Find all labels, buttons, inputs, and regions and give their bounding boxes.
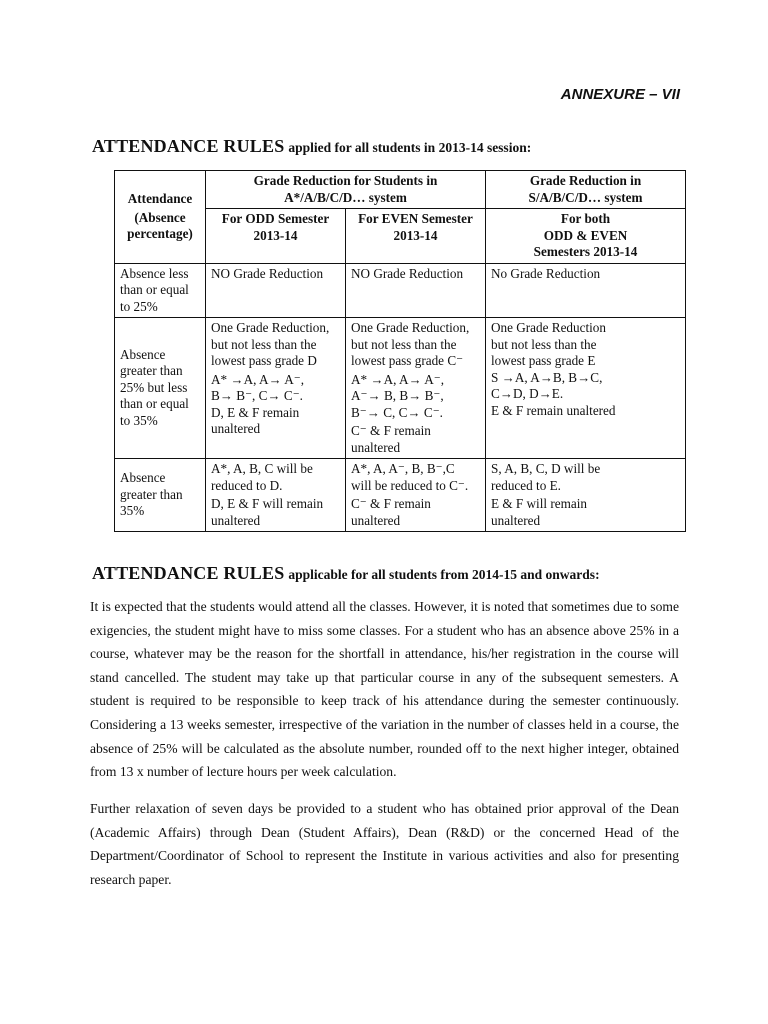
header-line: S/A/B/C/D… system [528,189,643,205]
cell-line: E & F will remain [491,496,587,511]
cell-line: C⁻ & F remain [351,423,431,438]
cell-attendance [115,263,206,318]
header-line: 2013-14 [393,227,438,243]
cell-line: D, E & F will remain [211,496,324,511]
cell-line: will be reduced to C⁻. [351,477,469,493]
header-line: For ODD Semester [221,211,330,226]
cell-line: unaltered [211,421,261,436]
cell-line: C→D, D→E. [491,386,564,401]
cell-line: Absence [120,470,166,486]
cell-line: lowest pass grade E [491,353,596,368]
cell-even [346,263,486,318]
header-group-s-system [486,171,686,209]
cell-line: 35% [120,503,145,519]
header-line: A*/A/B/C/D… system [284,189,407,205]
header-even-semester [346,209,486,264]
cell-attendance [115,318,206,459]
cell-line: reduced to E. [491,477,561,493]
cell-line: than or equal [120,396,189,412]
cell-line: unaltered [351,512,401,528]
cell-line: greater than [120,363,183,379]
cell-line: No Grade Reduction [491,265,601,281]
cell-both [486,459,686,532]
cell-line: to 35% [120,412,158,428]
cell-line: B→ B⁻, C→ C⁻. [211,388,303,403]
cell-odd [206,459,346,532]
header-line: For EVEN Semester [358,211,473,226]
cell-line: Absence [120,346,166,362]
cell-line: S, A, B, C, D will be [491,461,601,476]
header-line: 2013-14 [253,227,298,243]
cell-even [346,318,486,459]
cell-line: E & F remain unaltered [491,402,616,418]
section-subtitle: applied for all students in 2013-14 session: [288,140,532,155]
cell-odd [206,318,346,459]
cell-line: A*, A, A⁻, B, B⁻,C [351,461,455,476]
cell-attendance [115,459,206,532]
cell-line: NO Grade Reduction [211,265,324,281]
section-heading-2014-15 [92,563,600,584]
table-header-row [115,171,686,209]
cell-both [486,318,686,459]
section-title: ATTENDANCE RULES [92,563,285,583]
annexure-label: ANNEXURE – VII [560,86,680,103]
cell-line: One Grade Reduction, [211,320,330,335]
header-line: (Absence [134,209,186,225]
cell-line: than or equal [120,282,189,297]
cell-line: but not less than the [211,336,317,352]
cell-line: S →A, A→B, B→C, [491,369,603,385]
cell-line: C⁻ & F remain [351,496,431,511]
header-both-semesters [486,209,686,264]
cell-line: unaltered [351,439,401,455]
cell-line: but not less than the [351,336,457,352]
cell-line: A* →A, A→ A⁻, [211,371,305,387]
cell-even [346,459,486,532]
cell-line: reduced to D. [211,477,283,493]
section-title: ATTENDANCE RULES [92,136,285,156]
cell-line: Absence less [120,265,189,281]
cell-line: unaltered [211,512,261,528]
cell-line: B⁻→ C, C→ C⁻. [351,404,443,420]
cell-line: One Grade Reduction [491,320,606,335]
cell-line: D, E & F remain [211,404,300,420]
cell-line: lowest pass grade D [211,353,317,368]
header-group-a-system [206,171,486,209]
cell-odd [206,263,346,318]
cell-line: 25% but less [120,379,188,395]
table-row [115,459,686,532]
table-row [115,318,686,459]
section-heading-2013-14 [92,136,531,157]
attendance-rules-table [114,170,686,532]
header-line: Grade Reduction in [529,173,642,188]
header-attendance [115,171,206,264]
section-subtitle: applicable for all students from 2014-15 and onwards: [288,567,600,582]
paragraph-relaxation: Further relaxation of seven days be provided to a student who has obtained prior approval of the Dean (Academic Affairs) through Dean (Student Affairs), Dean (R&D) or the concerned Head of the Department/Coordinator of School to represent the Institute in various activities and also for presenting research paper. [90,801,679,887]
table-row [115,263,686,318]
header-odd-semester [206,209,346,264]
cell-line: A*, A, B, C will be [211,461,313,476]
cell-line: lowest pass grade C⁻ [351,353,464,368]
cell-line: but not less than the [491,336,597,352]
header-line: For both [560,211,611,226]
cell-line: greater than [120,486,183,502]
paragraph-attendance-policy: It is expected that the students would attend all the classes. However, it is noted that sometimes due to some exigencies, the student might have to miss some classes. For a student who has an absence above 25% in a course, whatever may be the reason for the shortfall in attendance, his/her registration in the course will stand cancelled. The student may take up that particular course in any of the subsequent semesters. A student is required to be responsible to keep track of his attendance during the semester continuously. Considering a 13 weeks semester, irrespective of the variation in the number of classes held in a course, the absence of 25% will be calculated as the absolute number, rounded off to the next higher integer, obtained from 13 x number of lecture hours per week calculation. [90,599,679,780]
cell-both [486,263,686,318]
header-line: Attendance [127,191,193,206]
header-line: ODD & EVEN [543,227,628,243]
cell-line: to 25% [120,298,158,314]
cell-line: One Grade Reduction, [351,320,470,335]
cell-line: A⁻→ B, B→ B⁻, [351,388,444,403]
header-line: Semesters 2013-14 [533,244,638,259]
cell-line: NO Grade Reduction [351,265,464,281]
cell-line: A* →A, A→ A⁻, [351,371,445,387]
header-line: Grade Reduction for Students in [253,173,438,188]
cell-line: unaltered [491,512,541,528]
header-line: percentage) [127,226,193,241]
